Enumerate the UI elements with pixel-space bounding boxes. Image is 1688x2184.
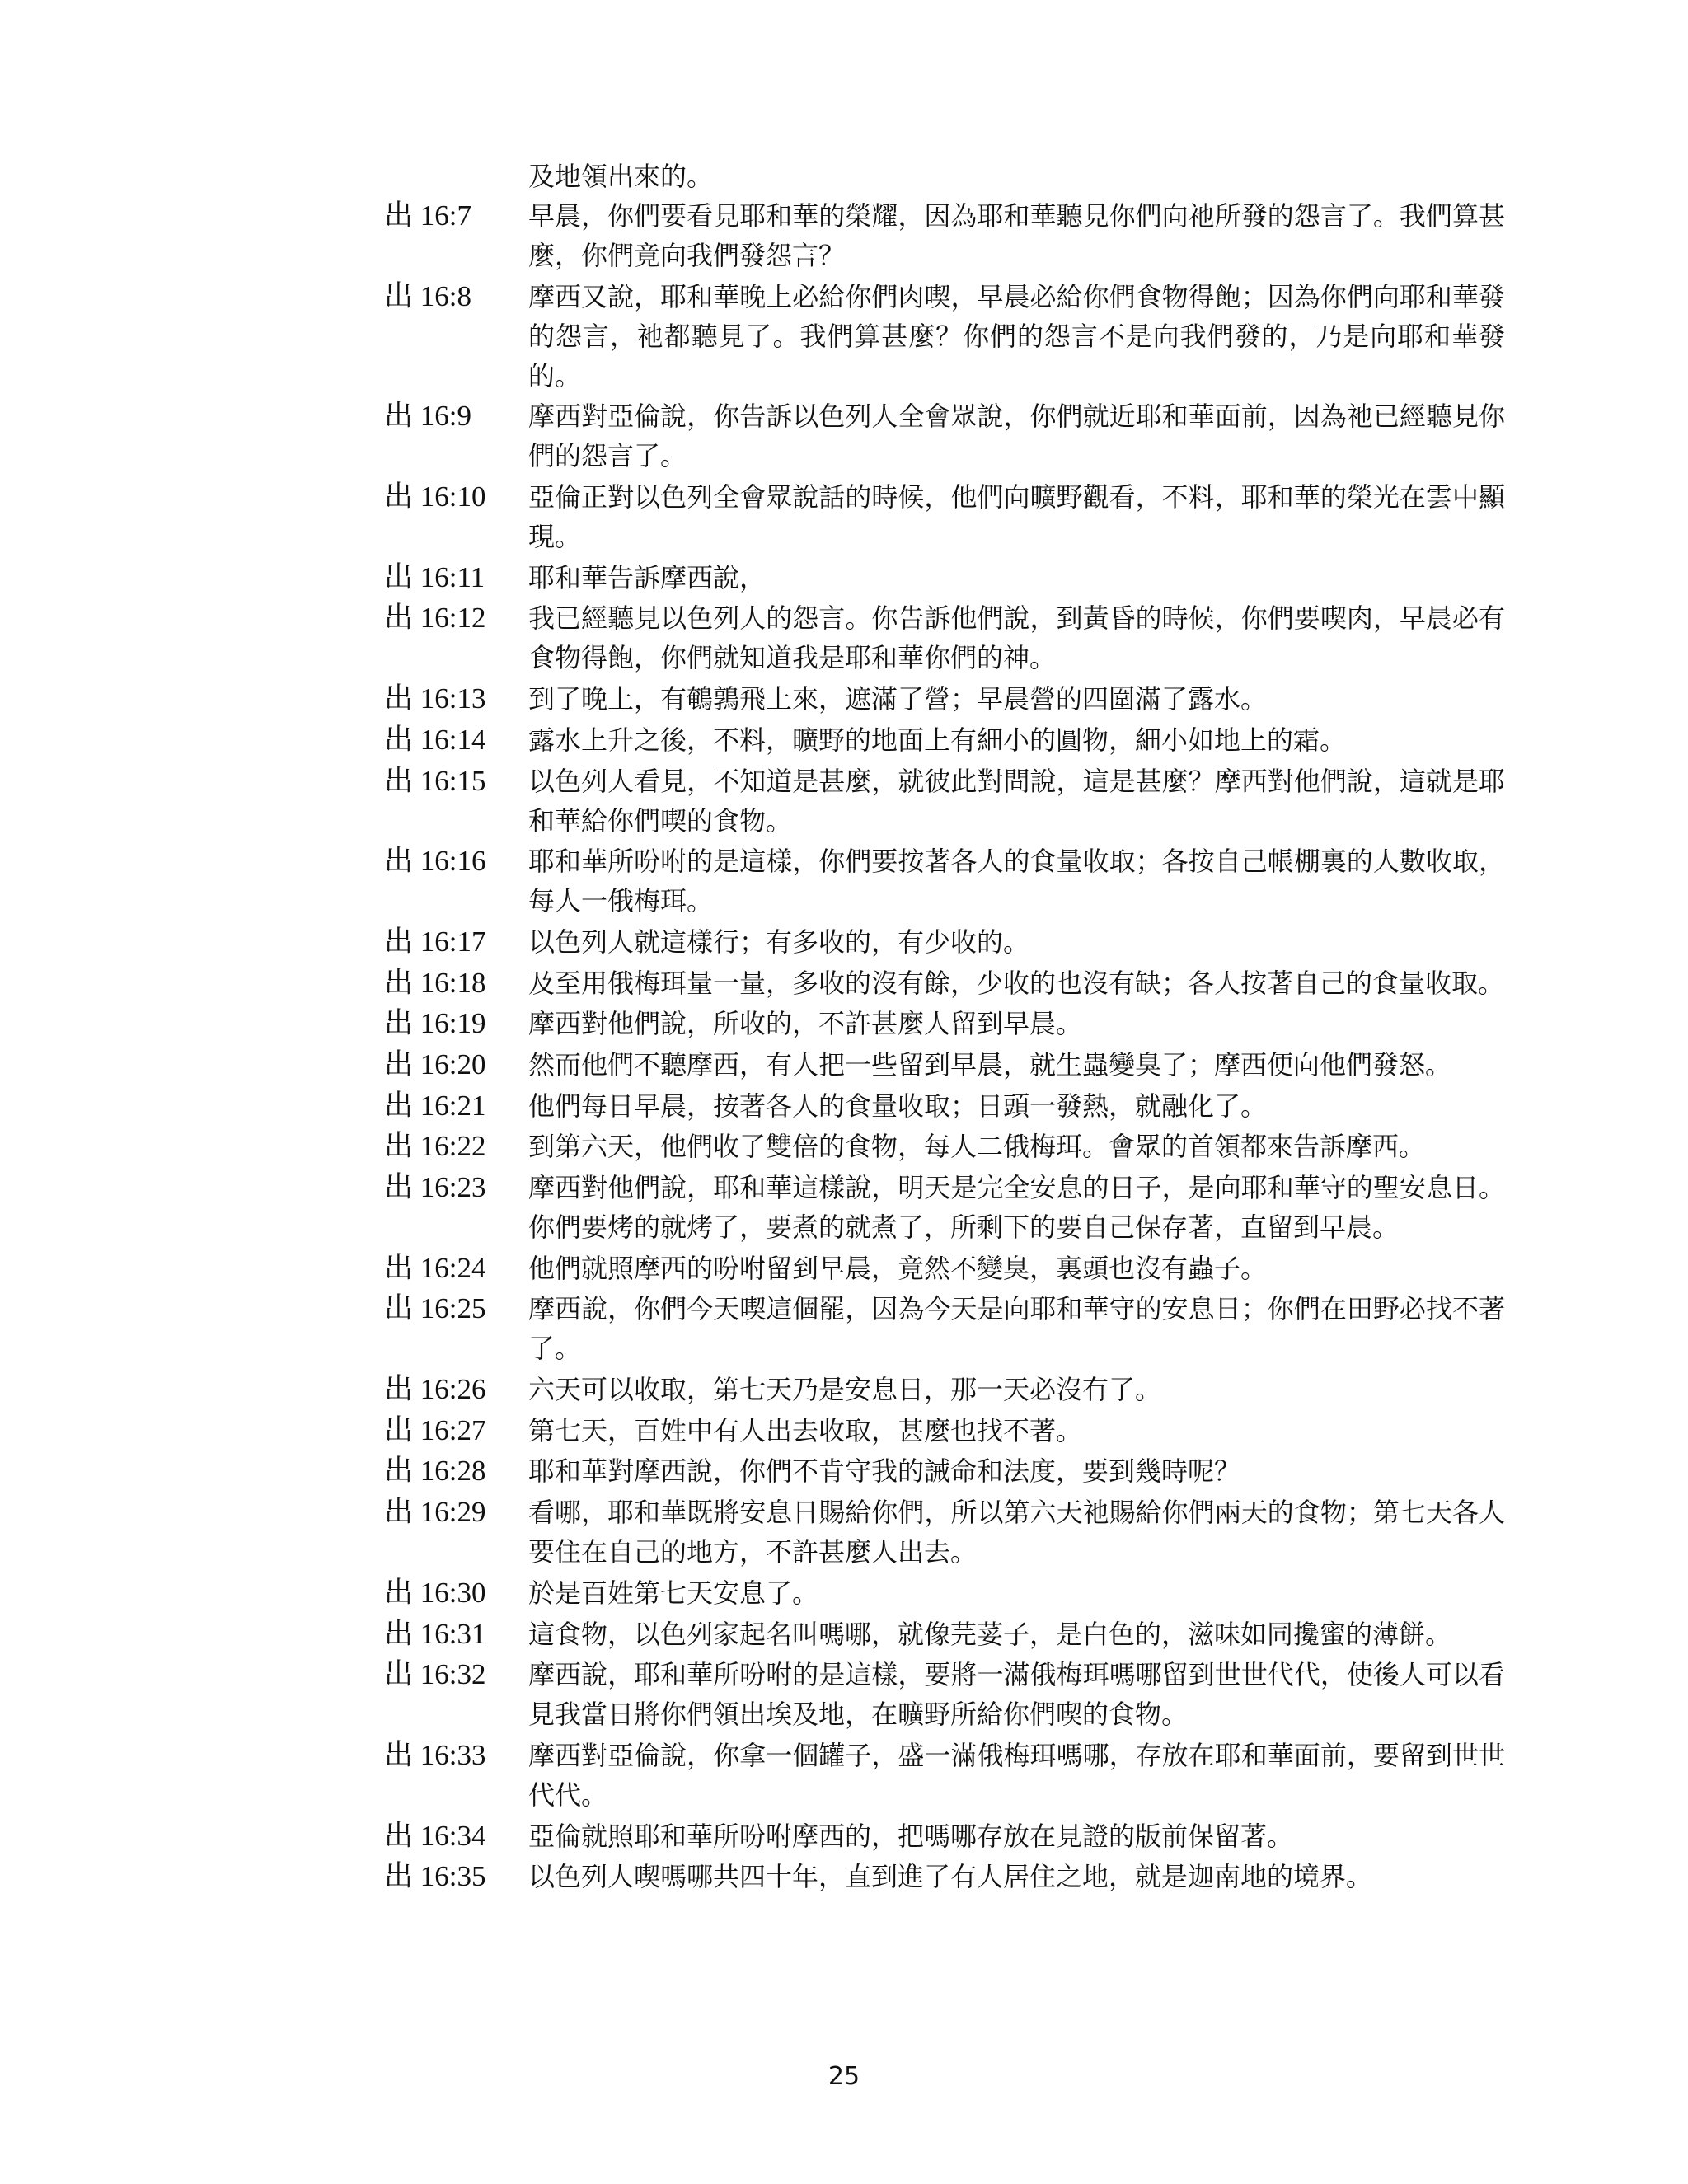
verse-reference: 出 16:31 <box>384 1617 486 1650</box>
verse-reference: 出 16:19 <box>384 1007 486 1040</box>
verse-text: 摩西又說，耶和華晚上必給你們肉喫，早晨必給你們食物得飽；因為你們向耶和華發的怨言，祂都聽見了。我們算甚麼？你們的怨言不是向我們發的，乃是向耶和華發的。 <box>528 280 1505 391</box>
verse-reference: 出 16:11 <box>384 560 485 593</box>
verse-reference: 出 16:10 <box>384 480 486 513</box>
verse-reference: 出 16:15 <box>384 764 486 797</box>
verse-reference: 出 16:29 <box>384 1496 486 1529</box>
verse-reference: 出 16:12 <box>384 602 486 635</box>
verse-row <box>384 1249 1538 1288</box>
verse-reference: 出 16:18 <box>384 966 486 999</box>
verse-reference: 出 16:26 <box>384 1373 486 1406</box>
verse-row <box>384 1857 1538 1896</box>
verse-row <box>384 1370 1538 1409</box>
verse-text: 他們就照摩西的吩咐留到早晨，竟然不變臭，裏頭也沒有蟲子。 <box>528 1252 1268 1284</box>
verse-row <box>384 1289 1538 1368</box>
verse-reference: 出 16:17 <box>384 925 486 958</box>
verse-row <box>384 720 1538 760</box>
verse-text: 及至用俄梅珥量一量，多收的沒有餘，少收的也沒有缺；各人按著自己的食量收取。 <box>528 967 1505 999</box>
verse-text: 以色列人喫嗎哪共四十年，直到進了有人居住之地，就是迦南地的境界。 <box>528 1861 1373 1893</box>
page-number: 25 <box>828 2062 860 2091</box>
verse-reference: 出 16:23 <box>384 1171 486 1203</box>
verse-text: 耶和華所吩咐的是這樣，你們要按著各人的食量收取；各按自己帳棚裏的人數收取，每人一俄梅珥。 <box>528 846 1505 917</box>
verse-row <box>384 762 1538 841</box>
verse-row <box>384 1168 1538 1247</box>
verse-text: 耶和華對摩西說，你們不肯守我的誡命和法度，要到幾時呢？ <box>528 1455 1241 1488</box>
verse-reference: 出 16:22 <box>384 1130 486 1163</box>
verse-text: 露水上升之後，不料，曠野的地面上有細小的圓物，細小如地上的霜。 <box>528 724 1347 756</box>
verse-row <box>384 1816 1538 1856</box>
verse-row <box>384 1004 1538 1043</box>
verse-row <box>384 1615 1538 1654</box>
verse-reference: 出 16:7 <box>384 199 471 232</box>
verse-text: 這食物，以色列家起名叫嗎哪，就像芫荽子，是白色的，滋味如同攙蜜的薄餅。 <box>528 1618 1452 1650</box>
verse-continuation: 及地領出來的。 <box>528 161 714 192</box>
verse-row <box>384 1411 1538 1451</box>
verse-list <box>384 196 1538 1896</box>
verse-text: 耶和華告訴摩西說， <box>528 561 767 593</box>
verse-row <box>384 1573 1538 1613</box>
verse-text: 看哪，耶和華既將安息日賜給你們，所以第六天祂賜給你們兩天的食物；第七天各人要住在自己的地方，不許甚麼人出去。 <box>528 1497 1505 1568</box>
scripture-body <box>384 157 1538 1898</box>
verse-reference: 出 16:9 <box>384 400 471 433</box>
verse-text: 摩西對亞倫說，你拿一個罐子，盛一滿俄梅珥嗎哪，存放在耶和華面前，要留到世世代代。 <box>528 1739 1505 1811</box>
verse-reference: 出 16:27 <box>384 1413 486 1446</box>
verse-text: 摩西對他們說，耶和華這樣說，明天是完全安息的日子，是向耶和華守的聖安息日。你們要烤的就烤了，要煮的就煮了，所剩下的要自己保存著，直留到早晨。 <box>528 1172 1505 1243</box>
verse-row <box>384 277 1538 396</box>
verse-reference: 出 16:13 <box>384 682 486 715</box>
verse-row <box>384 1655 1538 1734</box>
verse-text: 摩西對亞倫說，你告訴以色列人全會眾說，你們就近耶和華面前，因為祂已經聽見你們的怨言了。 <box>528 401 1505 472</box>
verse-text: 以色列人看見，不知道是甚麼，就彼此對問說，這是甚麼？摩西對他們說，這就是耶和華給你們喫的食物。 <box>528 765 1505 837</box>
verse-text: 六天可以收取，第七天乃是安息日，那一天必沒有了。 <box>528 1374 1162 1406</box>
verse-text: 摩西對他們說，所收的，不許甚麼人留到早晨。 <box>528 1008 1083 1040</box>
verse-row <box>384 1045 1538 1085</box>
verse-row <box>384 922 1538 962</box>
verse-row <box>384 598 1538 677</box>
verse-row <box>384 679 1538 719</box>
verse-text: 摩西說，你們今天喫這個罷，因為今天是向耶和華守的安息日；你們在田野必找不著了。 <box>528 1293 1505 1365</box>
verse-text: 於是百姓第七天安息了。 <box>528 1577 819 1609</box>
verse-row <box>384 963 1538 1003</box>
verse-reference: 出 16:21 <box>384 1089 486 1122</box>
verse-text: 我已經聽見以色列人的怨言。你告訴他們說，到黃昏的時候，你們要喫肉，早晨必有食物得飽，你們就知道我是耶和華你們的神。 <box>528 602 1505 674</box>
verse-text: 到了晚上，有鵪鶉飛上來，遮滿了營；早晨營的四圍滿了露水。 <box>528 683 1268 715</box>
verse-reference: 出 16:25 <box>384 1292 486 1325</box>
verse-text: 亞倫正對以色列全會眾說話的時候，他們向曠野觀看，不料，耶和華的榮光在雲中顯現。 <box>528 481 1505 553</box>
verse-text: 然而他們不聽摩西，有人把一些留到早晨，就生蟲變臭了；摩西便向他們發怒。 <box>528 1048 1452 1080</box>
verse-row <box>384 196 1538 275</box>
verse-reference: 出 16:33 <box>384 1738 486 1771</box>
verse-reference: 出 16:30 <box>384 1576 486 1609</box>
verse-row <box>384 558 1538 598</box>
verse-reference: 出 16:35 <box>384 1860 486 1893</box>
verse-text: 亞倫就照耶和華所吩咐摩西的，把嗎哪存放在見證的版前保留著。 <box>528 1820 1294 1852</box>
verse-reference: 出 16:8 <box>384 279 471 312</box>
verse-text: 第七天，百姓中有人出去收取，甚麼也找不著。 <box>528 1414 1083 1446</box>
verse-text: 摩西說，耶和華所吩咐的是這樣，要將一滿俄梅珥嗎哪留到世世代代，使後人可以看見我當日將你們領出埃及地，在曠野所給你們喫的食物。 <box>528 1659 1505 1731</box>
verse-row <box>384 1736 1538 1815</box>
verse-reference: 出 16:32 <box>384 1658 486 1691</box>
verse-reference: 出 16:14 <box>384 723 486 756</box>
verse-reference: 出 16:16 <box>384 845 486 878</box>
verse-row <box>384 396 1538 476</box>
verse-text: 他們每日早晨，按著各人的食量收取；日頭一發熱，就融化了。 <box>528 1090 1268 1122</box>
verse-row <box>384 1451 1538 1491</box>
verse-reference: 出 16:24 <box>384 1251 486 1284</box>
verse-text: 以色列人就這樣行；有多收的，有少收的。 <box>528 926 1030 958</box>
verse-reference: 出 16:34 <box>384 1819 486 1852</box>
verse-reference: 出 16:20 <box>384 1047 486 1080</box>
verse-text: 早晨，你們要看見耶和華的榮耀，因為耶和華聽見你們向祂所發的怨言了。我們算甚麼，你們竟向我們發怨言？ <box>528 200 1505 271</box>
verse-row <box>384 841 1538 921</box>
verse-row <box>384 1493 1538 1572</box>
verse-reference: 出 16:28 <box>384 1455 486 1488</box>
verse-row <box>384 1127 1538 1166</box>
verse-text: 到第六天，他們收了雙倍的食物，每人二俄梅珥。會眾的首領都來告訴摩西。 <box>528 1131 1426 1163</box>
verse-row <box>384 477 1538 556</box>
verse-row <box>384 1086 1538 1126</box>
